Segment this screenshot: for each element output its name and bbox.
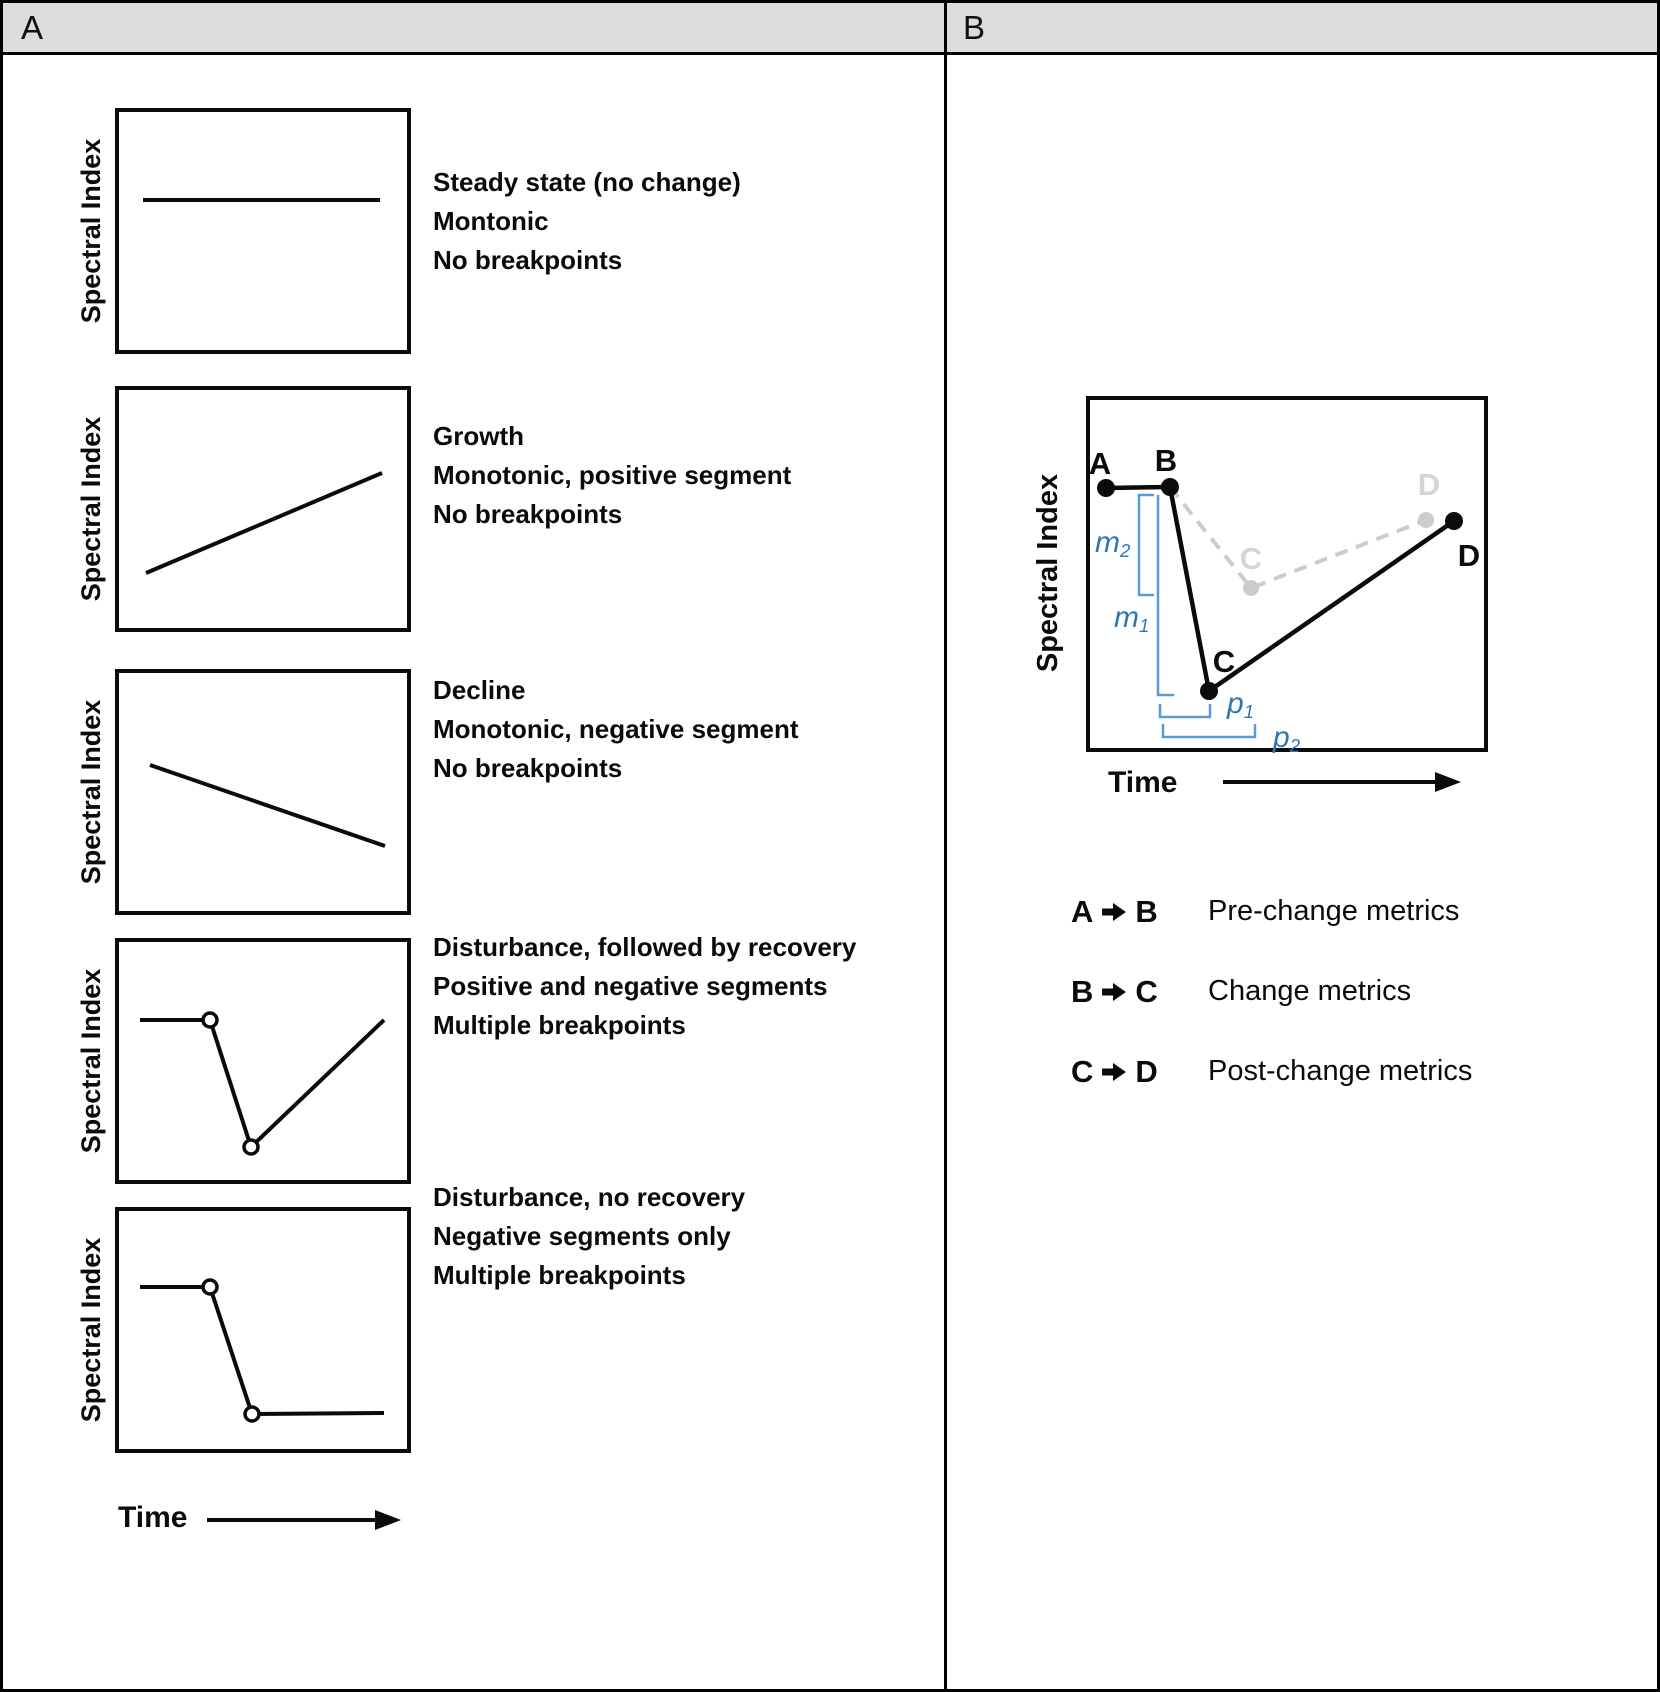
time-arrow-icon xyxy=(1221,768,1465,796)
legend-row-post-change xyxy=(1071,1054,1473,1094)
description-line: Montonic xyxy=(433,206,549,236)
description-line: Disturbance, no recovery xyxy=(433,1182,746,1212)
point-b xyxy=(1161,478,1179,496)
right-arrow-icon xyxy=(1102,983,1126,1001)
m1-metric-label: $m_1$ xyxy=(1114,601,1150,637)
description-line: Monotonic, negative segment xyxy=(433,714,799,744)
legend-row-pre-change xyxy=(1071,894,1460,934)
ghost-point-d-label: D xyxy=(1417,467,1441,502)
chart-frame xyxy=(1088,398,1486,750)
legend-row-change xyxy=(1071,974,1412,1014)
panel-a-label: A xyxy=(21,9,44,46)
time-axis-label: Time xyxy=(118,1501,188,1534)
panel-b-label: B xyxy=(963,9,986,46)
legend-to-label: B xyxy=(1135,894,1158,929)
steady-state-chart xyxy=(115,108,411,354)
decline-chart xyxy=(115,669,411,915)
disturbance-no-recovery-chart xyxy=(115,1207,411,1453)
description-line: Steady state (no change) xyxy=(433,167,741,197)
ghost-point-c-label: C xyxy=(1239,541,1263,576)
disturbance-recovery-description xyxy=(433,928,856,1045)
chart-frame xyxy=(117,388,409,630)
time-axis-label: Time xyxy=(1108,766,1178,799)
legend-from-label: A xyxy=(1071,894,1094,929)
time-arrow-icon xyxy=(205,1506,405,1534)
spectral-index-axis-label: Spectral Index xyxy=(75,968,106,1154)
legend-to-label: C xyxy=(1135,974,1158,1009)
spectral-index-axis-label: Spectral Index xyxy=(75,1237,106,1423)
legend-pair xyxy=(1071,1054,1158,1090)
header-band xyxy=(3,3,1657,55)
breakpoint-circle xyxy=(203,1280,217,1294)
description-line: Positive and negative segments xyxy=(433,971,828,1001)
legend-pair xyxy=(1071,894,1158,930)
change-metrics-plot xyxy=(1086,396,1488,752)
description-line: Disturbance, followed by recovery xyxy=(433,932,857,962)
growth-description xyxy=(433,417,791,534)
description-line: No breakpoints xyxy=(433,499,623,529)
chart-frame xyxy=(117,110,409,352)
point-c xyxy=(1200,682,1218,700)
breakpoint-circle xyxy=(245,1407,259,1421)
chart-frame xyxy=(117,671,409,913)
legend-description: Change metrics xyxy=(1208,975,1412,1007)
p1-metric-label: $p_1$ xyxy=(1227,687,1255,723)
decline-description xyxy=(433,671,799,788)
description-line: No breakpoints xyxy=(433,245,623,275)
legend-from-label: C xyxy=(1071,1054,1094,1089)
point-d xyxy=(1445,512,1463,530)
right-arrow-icon xyxy=(1102,903,1126,921)
description-line: Negative segments only xyxy=(433,1221,731,1251)
breakpoint-circle xyxy=(244,1140,258,1154)
description-line: Multiple breakpoints xyxy=(433,1010,686,1040)
p2-metric-label: $p_2$ xyxy=(1273,721,1301,757)
description-line: Decline xyxy=(433,675,526,705)
description-line: Multiple breakpoints xyxy=(433,1260,686,1290)
point-d-label: D xyxy=(1457,538,1481,573)
legend-to-label: D xyxy=(1135,1054,1158,1089)
right-arrow-icon xyxy=(1102,1063,1126,1081)
description-line: No breakpoints xyxy=(433,753,623,783)
spectral-index-axis-label: Spectral Index xyxy=(75,138,106,324)
steady-state-description xyxy=(433,163,741,280)
growth-chart xyxy=(115,386,411,632)
spectral-index-axis-label: Spectral Index xyxy=(75,416,106,602)
legend-description: Post-change metrics xyxy=(1208,1055,1473,1087)
point-b-label: B xyxy=(1154,443,1178,478)
description-line: Monotonic, positive segment xyxy=(433,460,792,490)
legend-from-label: B xyxy=(1071,974,1094,1009)
ghost-point-c xyxy=(1243,580,1259,596)
disturbance-no-recovery-description xyxy=(433,1178,745,1295)
spectral-index-axis-label: Spectral Index xyxy=(75,699,106,885)
panel-divider xyxy=(944,3,947,1689)
description-line: Growth xyxy=(433,421,524,451)
breakpoint-circle xyxy=(203,1013,217,1027)
point-c-label: C xyxy=(1212,644,1236,679)
m2-metric-label: $m_2$ xyxy=(1095,526,1131,562)
disturbance-recovery-chart xyxy=(115,938,411,1184)
chart-frame xyxy=(117,940,409,1182)
spectral-index-axis-label: Spectral Index xyxy=(1031,473,1064,673)
point-a-label: A xyxy=(1088,446,1112,481)
legend-description: Pre-change metrics xyxy=(1208,895,1460,927)
point-a xyxy=(1097,479,1115,497)
legend-pair xyxy=(1071,974,1158,1010)
ghost-point-d xyxy=(1418,512,1434,528)
